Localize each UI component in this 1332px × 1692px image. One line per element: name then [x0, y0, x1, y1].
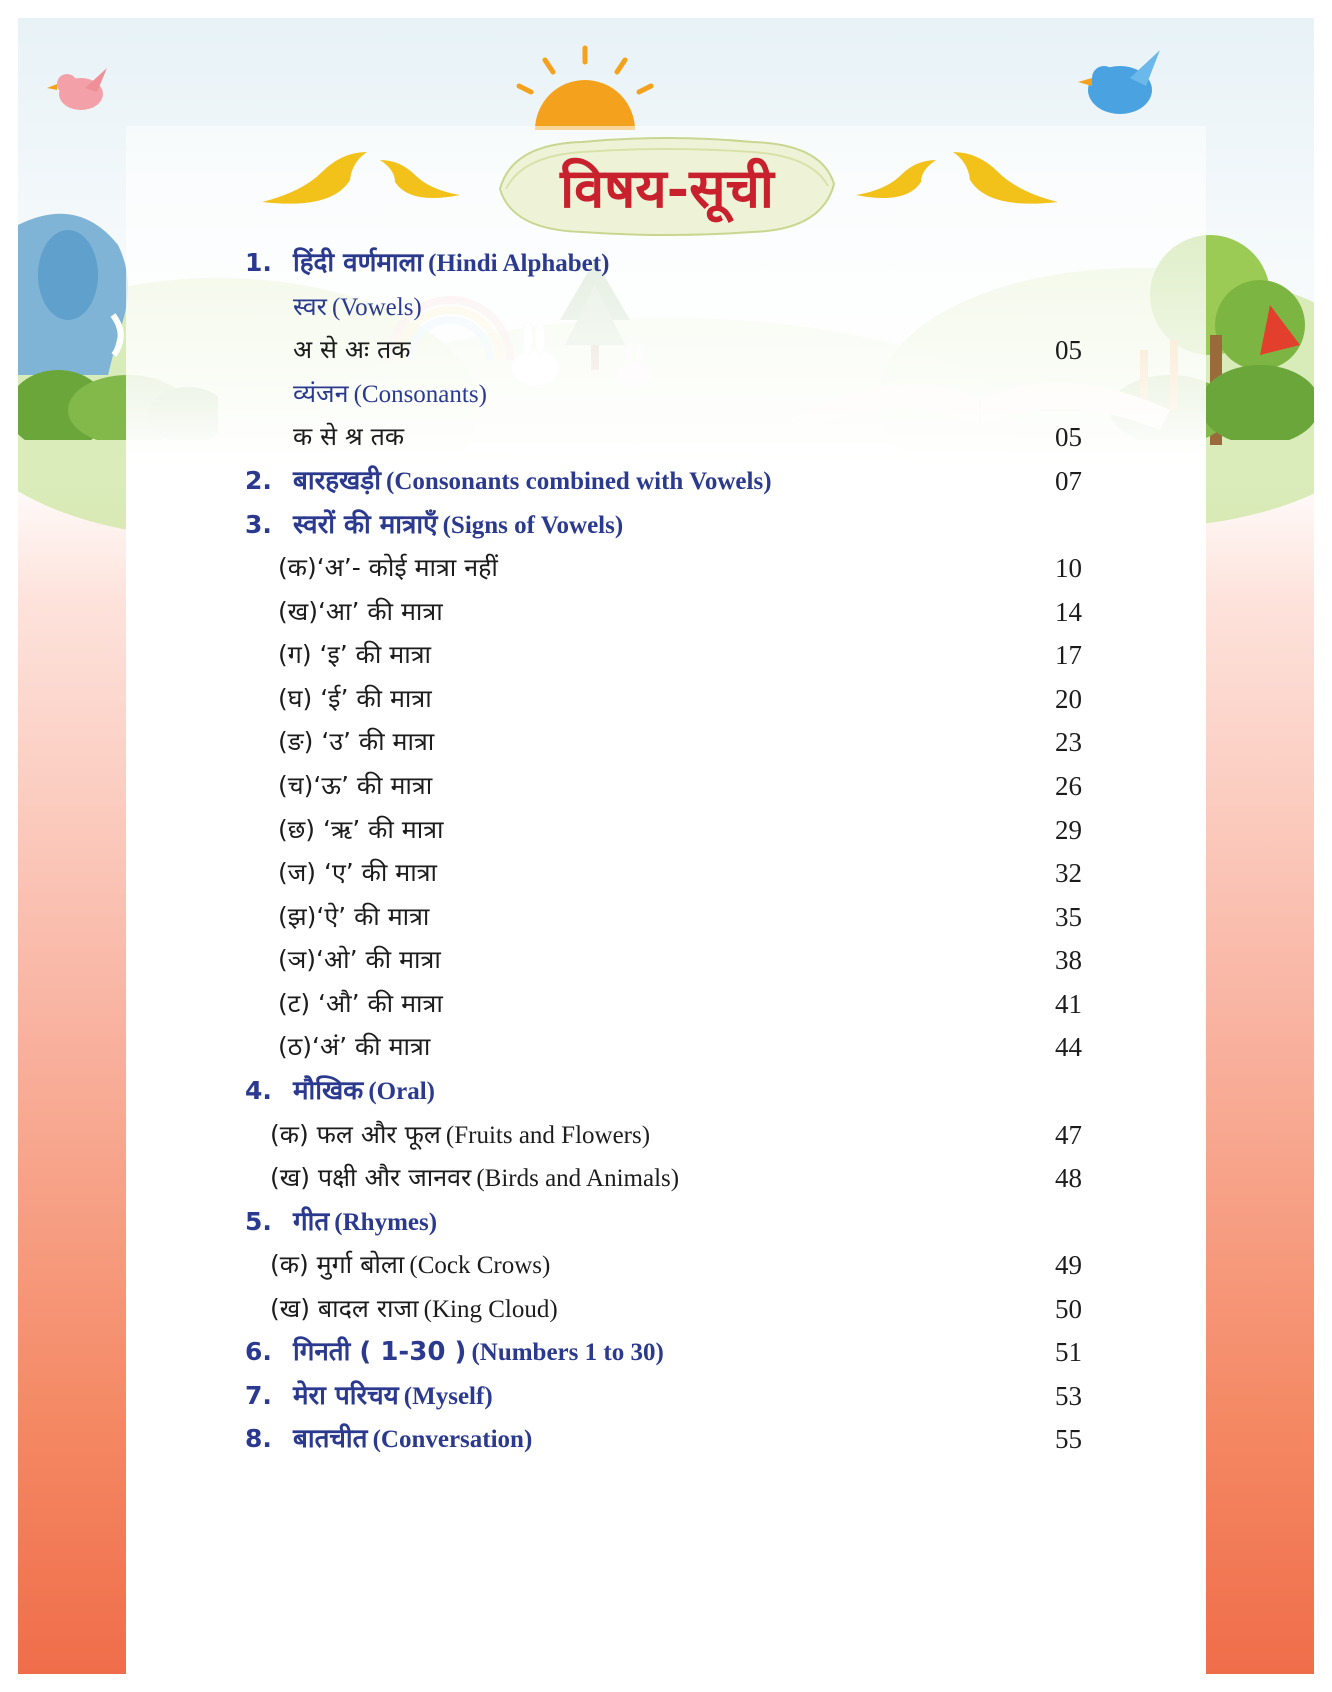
- toc-page-number: 48: [1055, 1163, 1082, 1193]
- toc-title-english: (Conversation): [372, 1426, 533, 1453]
- toc-entry-text: [293, 505, 623, 548]
- toc-title-english: (Consonants): [353, 381, 487, 408]
- toc-title-hindi: (क) मुर्गा बोला: [270, 1250, 405, 1279]
- toc-title-english: (Rhymes): [334, 1209, 438, 1236]
- toc-page-number: 53: [1055, 1381, 1082, 1411]
- toc-number: 5.: [245, 1207, 272, 1236]
- toc-page-number: 17: [1055, 640, 1082, 670]
- toc-entry-text: [278, 940, 441, 983]
- toc-title-english: (Numbers 1 to 30): [471, 1339, 664, 1366]
- toc-title-hindi: (ञ)‘ओ’ की मात्रा: [278, 945, 441, 974]
- toc-number: 8.: [245, 1424, 272, 1453]
- toc-page-number: 55: [1055, 1424, 1082, 1454]
- toc-entry[interactable]: [0, 417, 1332, 457]
- toc-title-hindi: बारहखड़ी: [293, 466, 381, 496]
- toc-title-hindi: बातचीत: [293, 1424, 368, 1454]
- toc-entry[interactable]: [0, 330, 1332, 370]
- toc-entry-text: [278, 679, 432, 722]
- toc-entry-text: [278, 548, 498, 591]
- toc-page-number: 41: [1055, 989, 1082, 1019]
- toc-entry[interactable]: [0, 722, 1332, 762]
- toc-number: 1.: [245, 248, 272, 277]
- toc-entry[interactable]: [0, 679, 1332, 719]
- toc-entry[interactable]: [0, 766, 1332, 806]
- toc-page-number: 14: [1055, 597, 1082, 627]
- toc-title-hindi: (ट) ‘औ’ की मात्रा: [278, 989, 443, 1018]
- toc-title-english: (Vowels): [331, 294, 422, 321]
- yellow-dove-icon: [262, 152, 372, 212]
- toc-number: 4.: [245, 1076, 272, 1105]
- toc-entry[interactable]: [0, 1115, 1332, 1155]
- toc-page-number: 20: [1055, 684, 1082, 714]
- toc-entry[interactable]: [0, 1245, 1332, 1285]
- toc-page-number: 23: [1055, 727, 1082, 757]
- toc-entry[interactable]: [0, 1332, 1332, 1372]
- toc-number: 3.: [245, 510, 272, 539]
- toc-title-hindi: गिनती ( 1-30 ): [293, 1337, 467, 1367]
- toc-title-hindi: मौखिक: [293, 1076, 364, 1106]
- toc-title-hindi: क से श्र तक: [293, 422, 405, 451]
- toc-entry[interactable]: [0, 1027, 1332, 1067]
- toc-title-english: (Myself): [403, 1383, 493, 1410]
- toc-entry-text: [278, 592, 443, 635]
- toc-number: 7.: [245, 1381, 272, 1410]
- toc-entry-text: [293, 243, 609, 286]
- toc-entry-text: [293, 1419, 532, 1462]
- toc-entry-text: [293, 417, 404, 460]
- toc-page-number: 05: [1055, 335, 1082, 365]
- toc-entry[interactable]: [0, 897, 1332, 937]
- toc-entry-text: [293, 287, 422, 330]
- toc-number: 2.: [245, 466, 272, 495]
- toc-entry-text: [270, 1289, 558, 1332]
- yellow-dove-small-right-icon: [856, 160, 936, 205]
- toc-title-english: (Cock Crows): [409, 1252, 551, 1279]
- toc-entry[interactable]: [0, 1071, 1332, 1111]
- toc-entry-text: [278, 984, 443, 1027]
- toc-entry[interactable]: [0, 1289, 1332, 1329]
- toc-page-number: 35: [1055, 902, 1082, 932]
- toc-entry-text: [278, 897, 429, 940]
- toc-entry[interactable]: [0, 287, 1332, 327]
- toc-entry-text: [293, 461, 772, 504]
- toc-title-hindi: (छ) ‘ऋ’ की मात्रा: [278, 815, 444, 844]
- toc-entry[interactable]: [0, 1158, 1332, 1198]
- toc-title-english: (Hindi Alphabet): [428, 250, 610, 277]
- toc-title-hindi: (ज) ‘ए’ की मात्रा: [278, 858, 437, 887]
- pink-bird-icon: [45, 60, 115, 120]
- toc-entry[interactable]: [0, 461, 1332, 501]
- toc-title-hindi: (ठ)‘अं’ की मात्रा: [278, 1032, 431, 1061]
- toc-entry-text: [270, 1245, 550, 1288]
- toc-title-hindi: (क) फल और फूल: [270, 1120, 441, 1149]
- toc-title-hindi: अ से अः तक: [293, 335, 411, 364]
- blue-bird-icon: [1070, 42, 1170, 122]
- toc-title-hindi: स्वरों की मात्राएँ: [293, 510, 438, 540]
- toc-title-hindi: स्वर: [293, 292, 327, 321]
- toc-title-hindi: (ङ) ‘उ’ की मात्रा: [278, 727, 435, 756]
- toc-entry-text: [270, 1115, 650, 1158]
- toc-title-hindi: (च)‘ऊ’ की मात्रा: [278, 771, 433, 800]
- toc-title-hindi: व्यंजन: [293, 379, 349, 408]
- toc-title-hindi: (झ)‘ऐ’ की मात्रा: [278, 902, 430, 931]
- toc-entry[interactable]: [0, 1376, 1332, 1416]
- toc-title-hindi: गीत: [293, 1207, 330, 1237]
- toc-entry[interactable]: [0, 635, 1332, 675]
- toc-entry-text: [278, 810, 443, 853]
- toc-entry[interactable]: [0, 548, 1332, 588]
- toc-entry[interactable]: [0, 853, 1332, 893]
- toc-page-number: 51: [1055, 1337, 1082, 1367]
- toc-entry[interactable]: [0, 810, 1332, 850]
- toc-page-number: 38: [1055, 945, 1082, 975]
- toc-title-english: (Signs of Vowels): [442, 512, 624, 539]
- toc-entry-text: [278, 766, 432, 809]
- title-banner: [492, 134, 842, 238]
- toc-entry[interactable]: [0, 374, 1332, 414]
- toc-entry-text: [278, 722, 434, 765]
- toc-title-english: (Consonants combined with Vowels): [386, 468, 772, 495]
- toc-title-english: (King Cloud): [423, 1296, 558, 1323]
- toc-title-hindi: (घ) ‘ई’ की मात्रा: [278, 684, 432, 713]
- toc-title-hindi: (ख)‘आ’ की मात्रा: [278, 597, 443, 626]
- toc-entry-text: [293, 374, 487, 417]
- toc-page-number: 26: [1055, 771, 1082, 801]
- yellow-dove-right-icon: [948, 152, 1058, 212]
- toc-title-english: (Birds and Animals): [476, 1165, 680, 1192]
- toc-entry-text: [278, 635, 431, 678]
- sun-icon: [505, 40, 665, 130]
- toc-page-number: 47: [1055, 1120, 1082, 1150]
- toc-entry-text: [293, 330, 410, 373]
- toc-entry[interactable]: [0, 243, 1332, 283]
- toc-entry[interactable]: [0, 1419, 1332, 1459]
- toc-title-hindi: (ख) बादल राजा: [270, 1294, 419, 1323]
- toc-entry-text: [270, 1158, 679, 1201]
- toc-page-number: 07: [1055, 466, 1082, 496]
- toc-title-hindi: (क)‘अ’- कोई मात्रा नहीं: [278, 553, 498, 582]
- toc-title-hindi: (ख) पक्षी और जानवर: [270, 1163, 472, 1192]
- toc-entry[interactable]: [0, 984, 1332, 1024]
- toc-entry-text: [278, 853, 437, 896]
- yellow-dove-small-icon: [380, 160, 460, 205]
- toc-entry-text: [293, 1202, 437, 1245]
- toc-entry-text: [293, 1071, 435, 1114]
- toc-page-number: 50: [1055, 1294, 1082, 1324]
- toc-entry[interactable]: [0, 1202, 1332, 1242]
- toc-page-number: 49: [1055, 1250, 1082, 1280]
- toc-page-number: 32: [1055, 858, 1082, 888]
- toc-title-hindi: हिंदी वर्णमाला: [293, 248, 424, 278]
- toc-entry[interactable]: [0, 505, 1332, 545]
- toc-entry-text: [293, 1376, 493, 1419]
- page-title: विषय-सूची: [560, 156, 774, 220]
- toc-entry[interactable]: [0, 592, 1332, 632]
- toc-title-english: (Oral): [368, 1078, 435, 1105]
- toc-title-hindi: मेरा परिचय: [293, 1381, 399, 1411]
- toc-page-number: 10: [1055, 553, 1082, 583]
- toc-number: 6.: [245, 1337, 272, 1366]
- toc-page-number: 44: [1055, 1032, 1082, 1062]
- toc-page-number: 05: [1055, 422, 1082, 452]
- toc-entry-text: [293, 1332, 664, 1375]
- toc-title-hindi: (ग) ‘इ’ की मात्रा: [278, 640, 431, 669]
- toc-page-number: 29: [1055, 815, 1082, 845]
- toc-entry-text: [278, 1027, 430, 1070]
- toc-entry[interactable]: [0, 940, 1332, 980]
- toc-title-english: (Fruits and Flowers): [445, 1122, 651, 1149]
